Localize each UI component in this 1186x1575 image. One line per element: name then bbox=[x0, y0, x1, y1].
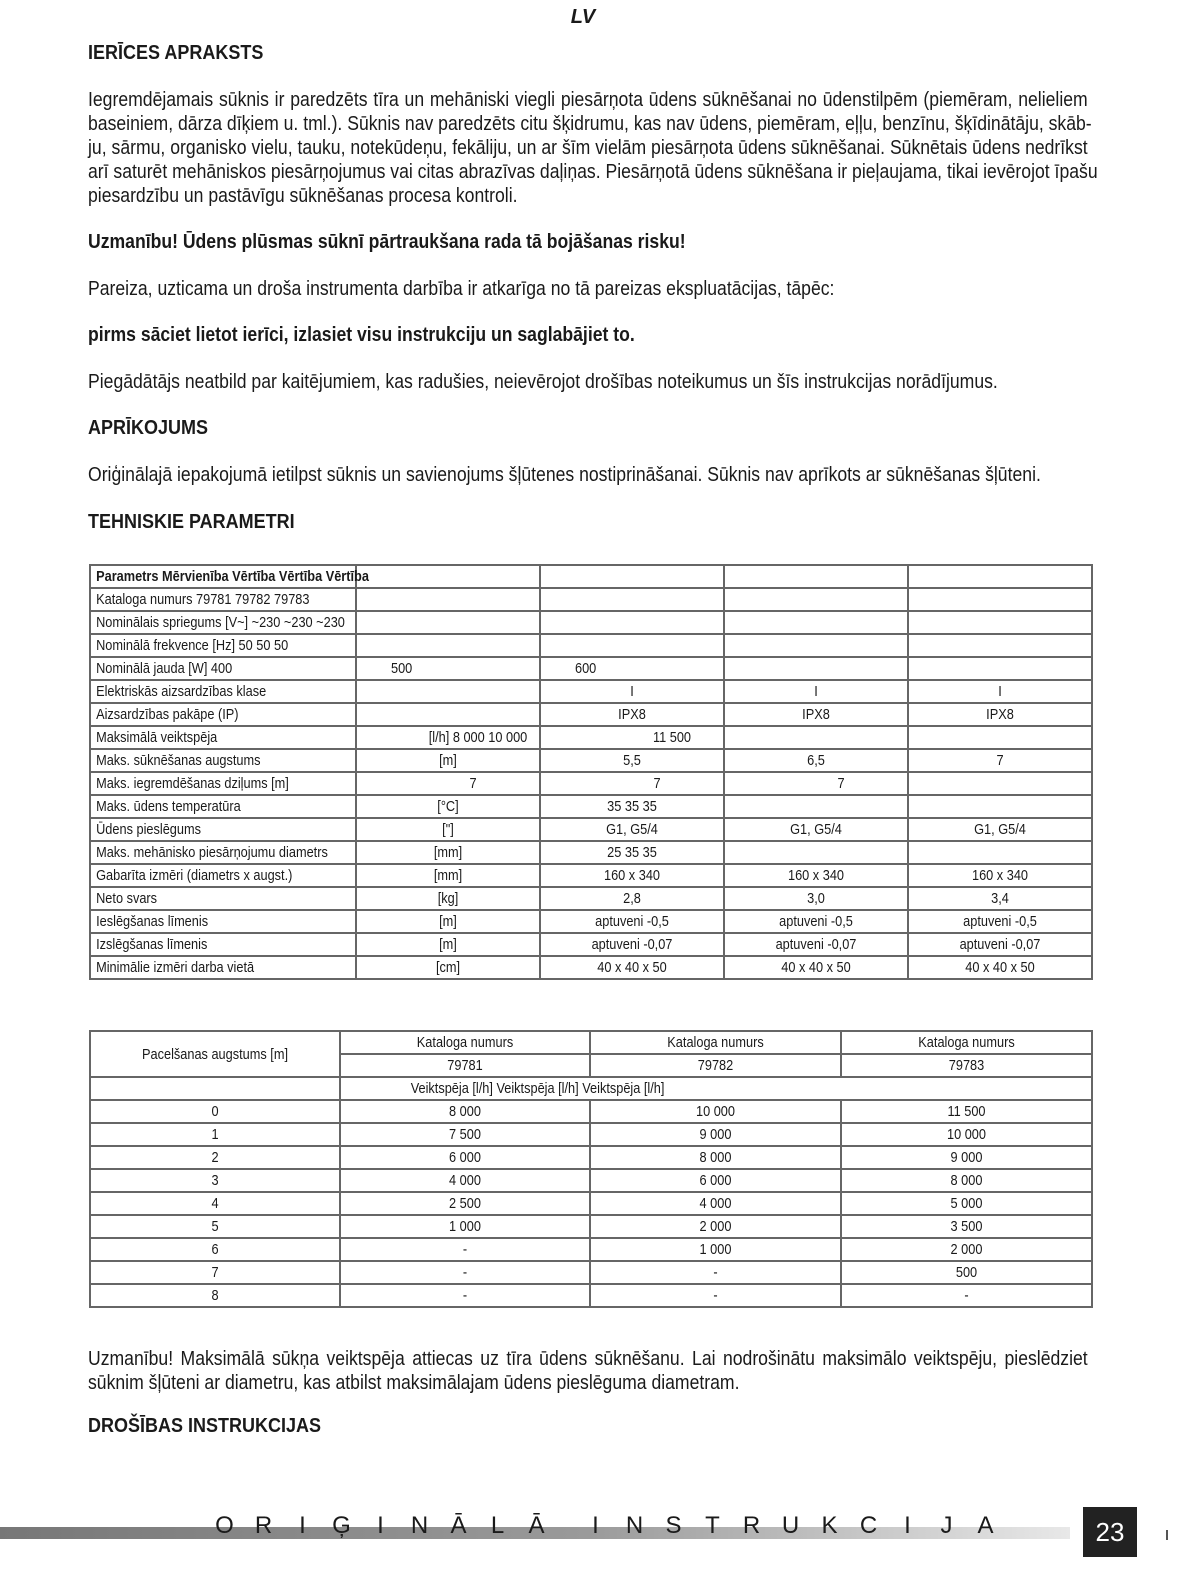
footer-letter: Ā bbox=[528, 1512, 545, 1539]
table-cell: 8 000 bbox=[841, 1169, 1092, 1192]
table-cell: 2 bbox=[90, 1146, 340, 1169]
table-row bbox=[90, 910, 1092, 933]
table-row bbox=[90, 818, 1092, 841]
table-cell: I bbox=[908, 680, 1092, 703]
table-cell: 500 bbox=[356, 657, 540, 680]
table-row bbox=[90, 1031, 1092, 1054]
table-cell: 500 bbox=[841, 1261, 1092, 1284]
table-cell: 0 bbox=[90, 1100, 340, 1123]
footer-letter: N bbox=[625, 1512, 644, 1539]
table-cell bbox=[724, 657, 908, 680]
footer-letter: I bbox=[904, 1512, 911, 1539]
table-cell: 40 x 40 x 50 bbox=[540, 956, 724, 979]
table-cell bbox=[540, 634, 724, 657]
table-cell: 5,5 bbox=[540, 749, 724, 772]
operation-text: Pareiza, uzticama un droša instrumenta darbība ir atkarīga no tā pareizas ekspluatācijas, tāpēc: bbox=[88, 278, 835, 300]
table-row bbox=[90, 1215, 1092, 1238]
table-cell: [mm] bbox=[356, 841, 540, 864]
table-row bbox=[90, 1238, 1092, 1261]
table-cell: 2 000 bbox=[841, 1238, 1092, 1261]
table-cell bbox=[356, 565, 540, 588]
table-cell: Nominālā jauda [W] 400 bbox=[90, 657, 356, 680]
table-row bbox=[90, 1146, 1092, 1169]
table-cell: - bbox=[841, 1284, 1092, 1307]
table-cell: I bbox=[540, 680, 724, 703]
footer-letter: U bbox=[781, 1512, 800, 1539]
table-cell bbox=[356, 634, 540, 657]
table-row bbox=[90, 1284, 1092, 1307]
description-line: Iegremdējamais sūknis ir paredzēts tīra un mehāniski viegli piesārņota ūdens sūknēšanai no ūdenstilpēm (piemēram, nelieliem bbox=[88, 89, 1088, 111]
table-row bbox=[90, 933, 1092, 956]
table-row bbox=[90, 657, 1092, 680]
footer-letter: R bbox=[254, 1512, 273, 1539]
table-cell: 7 bbox=[908, 749, 1092, 772]
table-cell bbox=[356, 611, 540, 634]
table-row bbox=[90, 1169, 1092, 1192]
table-cell bbox=[908, 611, 1092, 634]
equipment-text: Oriģinālajā iepakojumā ietilpst sūknis un savienojums šļūtenes nostiprināšanai. Sūknis nav aprīkots ar sūknēšanas šļūteni. bbox=[88, 464, 1041, 486]
footer-letter: N bbox=[410, 1512, 429, 1539]
table-cell: Kataloga numurs bbox=[340, 1031, 590, 1054]
footer-letter: L bbox=[490, 1512, 505, 1539]
table-cell: [m] bbox=[356, 933, 540, 956]
table-cell bbox=[908, 726, 1092, 749]
table-cell: - bbox=[340, 1238, 590, 1261]
language-code: LV bbox=[570, 6, 596, 28]
table-cell: Nominālā frekvence [Hz] 50 50 50 bbox=[90, 634, 356, 657]
table-cell: Ieslēgšanas līmenis bbox=[90, 910, 356, 933]
table-cell: 4 000 bbox=[340, 1169, 590, 1192]
table-cell: G1, G5/4 bbox=[724, 818, 908, 841]
footer-letter: S bbox=[665, 1512, 682, 1539]
table-cell bbox=[724, 565, 908, 588]
table-cell: 79781 bbox=[340, 1054, 590, 1077]
table-cell: Kataloga numurs bbox=[590, 1031, 841, 1054]
footer-letter: K bbox=[821, 1512, 838, 1539]
table-cell: Elektriskās aizsardzības klase bbox=[90, 680, 356, 703]
table-cell: - bbox=[340, 1284, 590, 1307]
table-cell: 8 000 bbox=[590, 1146, 841, 1169]
table-row bbox=[90, 864, 1092, 887]
description-line: arī saturēt mehāniskos piesārņojumus vai citas abrazīvas daļiņas. Piesārņotā ūdens sūknēšana ir pieļaujama, tikai ievērojot īpašu bbox=[88, 161, 1098, 183]
footer-letter: Ģ bbox=[332, 1512, 351, 1539]
table-cell: 5 000 bbox=[841, 1192, 1092, 1215]
table-cell: [cm] bbox=[356, 956, 540, 979]
table-cell: 7 500 bbox=[340, 1123, 590, 1146]
table-cell: Ūdens pieslēgums bbox=[90, 818, 356, 841]
table-row bbox=[90, 588, 1092, 611]
table-cell bbox=[90, 1077, 340, 1100]
table-row bbox=[90, 795, 1092, 818]
table-cell bbox=[908, 588, 1092, 611]
table-cell: 9 000 bbox=[841, 1146, 1092, 1169]
table-cell: IPX8 bbox=[908, 703, 1092, 726]
note-line: sūknim šļūteni ar diametru, kas atbilst maksimālajam ūdens pieslēguma diametram. bbox=[88, 1372, 740, 1394]
table-cell bbox=[540, 588, 724, 611]
table-cell: aptuveni -0,07 bbox=[908, 933, 1092, 956]
table-row bbox=[90, 772, 1092, 795]
table-row bbox=[90, 841, 1092, 864]
table-cell: 3,0 bbox=[724, 887, 908, 910]
table-cell: [mm] bbox=[356, 864, 540, 887]
note-paragraph bbox=[88, 1347, 1088, 1395]
table-row bbox=[90, 1261, 1092, 1284]
table-cell: Maks. ūdens temperatūra bbox=[90, 795, 356, 818]
footer-letter: T bbox=[705, 1512, 720, 1539]
table-cell: aptuveni -0,5 bbox=[724, 910, 908, 933]
table-cell: Minimālie izmēri darba vietā bbox=[90, 956, 356, 979]
table-cell: Parametrs Mērvienība Vērtība Vērtība Vērtība bbox=[90, 565, 356, 588]
description-paragraph bbox=[88, 88, 1098, 208]
warning-text: Uzmanību! Ūdens plūsmas sūknī pārtraukšana rada tā bojāšanas risku! bbox=[88, 231, 686, 253]
params-title: TEHNISKIE PARAMETRI bbox=[88, 511, 295, 533]
footer-letter: Ā bbox=[450, 1512, 467, 1539]
table-cell: aptuveni -0,5 bbox=[908, 910, 1092, 933]
description-line: piesardzību un pastāvīgu sūknēšanas procesa kontroli. bbox=[88, 185, 518, 207]
safety-title: DROŠĪBAS INSTRUKCIJAS bbox=[88, 1415, 322, 1437]
table-cell: aptuveni -0,07 bbox=[724, 933, 908, 956]
table-cell bbox=[356, 588, 540, 611]
table-cell: 1 000 bbox=[340, 1215, 590, 1238]
table-cell: [l/h] 8 000 10 000 bbox=[356, 726, 540, 749]
table-cell: Izslēgšanas līmenis bbox=[90, 933, 356, 956]
table-cell: Veiktspēja [l/h] Veiktspēja [l/h] Veiktspēja [l/h] bbox=[340, 1077, 1092, 1100]
table-cell: [m] bbox=[356, 910, 540, 933]
table-cell: 10 000 bbox=[841, 1123, 1092, 1146]
table-cell: Pacelšanas augstums [m] bbox=[90, 1031, 340, 1077]
table-row bbox=[90, 1100, 1092, 1123]
footer-letter: C bbox=[859, 1512, 878, 1539]
performance-table bbox=[89, 1030, 1093, 1308]
table-cell: 35 35 35 bbox=[540, 795, 724, 818]
table-cell: I bbox=[724, 680, 908, 703]
table-cell: 11 500 bbox=[540, 726, 724, 749]
footer-letter: R bbox=[742, 1512, 761, 1539]
table-cell: 1 bbox=[90, 1123, 340, 1146]
table-cell: 2 000 bbox=[590, 1215, 841, 1238]
table-cell: [kg] bbox=[356, 887, 540, 910]
table-cell: 7 bbox=[90, 1261, 340, 1284]
table-cell bbox=[724, 841, 908, 864]
table-cell bbox=[724, 634, 908, 657]
footer-letter: I bbox=[299, 1512, 306, 1539]
table-row bbox=[90, 726, 1092, 749]
table-cell: [°C] bbox=[356, 795, 540, 818]
table-cell: Maksimālā veiktspēja bbox=[90, 726, 356, 749]
table-cell bbox=[356, 703, 540, 726]
liability-text: Piegādātājs neatbild par kaitējumiem, kas radušies, neievērojot drošības noteikumus un šīs instrukcijas norādījumus. bbox=[88, 371, 998, 393]
table-cell: aptuveni -0,5 bbox=[540, 910, 724, 933]
table-cell bbox=[724, 726, 908, 749]
technical-parameters-table bbox=[89, 564, 1093, 980]
note-line: Uzmanību! Maksimālā sūkņa veiktspēja attiecas uz tīra ūdens sūknēšanu. Lai nodrošinātu maksimālo veiktspēju, pieslēdziet bbox=[88, 1348, 1088, 1370]
table-cell: 3 500 bbox=[841, 1215, 1092, 1238]
table-cell: 6 bbox=[90, 1238, 340, 1261]
table-cell: - bbox=[590, 1261, 841, 1284]
table-cell bbox=[724, 588, 908, 611]
table-row bbox=[90, 703, 1092, 726]
footer-letter: O bbox=[215, 1512, 234, 1539]
table-cell: 7 bbox=[724, 772, 908, 795]
table-cell: 11 500 bbox=[841, 1100, 1092, 1123]
read-instructions-text: pirms sāciet lietot ierīci, izlasiet visu instrukciju un saglabājiet to. bbox=[88, 324, 635, 346]
footer-letter: I bbox=[592, 1512, 599, 1539]
table-cell: 160 x 340 bbox=[908, 864, 1092, 887]
table-cell: 1 000 bbox=[590, 1238, 841, 1261]
table-cell bbox=[908, 841, 1092, 864]
table-cell: Kataloga numurs bbox=[841, 1031, 1092, 1054]
table-row bbox=[90, 611, 1092, 634]
footer-letter: I bbox=[377, 1512, 384, 1539]
table-cell: Maks. iegremdēšanas dziļums [m] bbox=[90, 772, 356, 795]
table-cell bbox=[908, 634, 1092, 657]
table-cell: Kataloga numurs 79781 79782 79783 bbox=[90, 588, 356, 611]
table-row bbox=[90, 565, 1092, 588]
table-cell: 9 000 bbox=[590, 1123, 841, 1146]
description-line: ju, sārmu, organisko vielu, tauku, notekūdeņu, fekāliju, un ar šīm vielām piesārņota ūdens sūknēšanai. Sūknētais ūdens nedrīkst bbox=[88, 137, 1088, 159]
table-cell: 600 bbox=[540, 657, 724, 680]
equipment-title: APRĪKOJUMS bbox=[88, 417, 209, 439]
table-cell: IPX8 bbox=[724, 703, 908, 726]
table-cell bbox=[540, 611, 724, 634]
footer-title bbox=[205, 1512, 1025, 1540]
page-number: 23 bbox=[1083, 1507, 1137, 1557]
table-cell: G1, G5/4 bbox=[540, 818, 724, 841]
description-title: IERĪCES APRAKSTS bbox=[88, 42, 264, 64]
table-cell bbox=[908, 772, 1092, 795]
footer-letter: J bbox=[940, 1512, 953, 1539]
table-cell: 5 bbox=[90, 1215, 340, 1238]
table-cell: 2,8 bbox=[540, 887, 724, 910]
table-cell: IPX8 bbox=[540, 703, 724, 726]
table-cell bbox=[908, 565, 1092, 588]
table-cell bbox=[908, 795, 1092, 818]
table-cell: 6 000 bbox=[340, 1146, 590, 1169]
table-cell: 4 bbox=[90, 1192, 340, 1215]
table-cell bbox=[724, 795, 908, 818]
table-cell: [m] bbox=[356, 749, 540, 772]
table-row bbox=[90, 956, 1092, 979]
table-cell bbox=[540, 565, 724, 588]
table-cell: 6,5 bbox=[724, 749, 908, 772]
table-cell: ["] bbox=[356, 818, 540, 841]
table-cell: 10 000 bbox=[590, 1100, 841, 1123]
table-cell: aptuveni -0,07 bbox=[540, 933, 724, 956]
table-cell: Aizsardzības pakāpe (IP) bbox=[90, 703, 356, 726]
table-row bbox=[90, 887, 1092, 910]
table-cell: 8 bbox=[90, 1284, 340, 1307]
table-cell bbox=[356, 680, 540, 703]
table-row bbox=[90, 749, 1092, 772]
edge-mark bbox=[1166, 1530, 1168, 1540]
table-cell: 160 x 340 bbox=[724, 864, 908, 887]
table-cell: 3,4 bbox=[908, 887, 1092, 910]
table-cell: 6 000 bbox=[590, 1169, 841, 1192]
table-cell: 79782 bbox=[590, 1054, 841, 1077]
footer-letter: A bbox=[977, 1512, 994, 1539]
table-row bbox=[90, 680, 1092, 703]
table-cell: 8 000 bbox=[340, 1100, 590, 1123]
table-cell: 40 x 40 x 50 bbox=[908, 956, 1092, 979]
table-cell: 2 500 bbox=[340, 1192, 590, 1215]
table-cell: Maks. mehānisko piesārņojumu diametrs bbox=[90, 841, 356, 864]
table-cell: Gabarīta izmēri (diametrs x augst.) bbox=[90, 864, 356, 887]
table-cell: 7 bbox=[540, 772, 724, 795]
table-cell bbox=[724, 611, 908, 634]
table-cell: - bbox=[340, 1261, 590, 1284]
table-cell: 40 x 40 x 50 bbox=[724, 956, 908, 979]
table-cell: 4 000 bbox=[590, 1192, 841, 1215]
table-cell: - bbox=[590, 1284, 841, 1307]
table-cell: Neto svars bbox=[90, 887, 356, 910]
table-cell bbox=[908, 657, 1092, 680]
table-cell: 7 bbox=[356, 772, 540, 795]
table-cell: Maks. sūknēšanas augstums bbox=[90, 749, 356, 772]
table-cell: 160 x 340 bbox=[540, 864, 724, 887]
table-cell: G1, G5/4 bbox=[908, 818, 1092, 841]
table-cell: 25 35 35 bbox=[540, 841, 724, 864]
table-row bbox=[90, 1077, 1092, 1100]
table-cell: 79783 bbox=[841, 1054, 1092, 1077]
table-row bbox=[90, 1192, 1092, 1215]
footer-letter bbox=[556, 1512, 576, 1540]
table-cell: Nominālais spriegums [V~] ~230 ~230 ~230 bbox=[90, 611, 356, 634]
table-row bbox=[90, 1123, 1092, 1146]
description-line: baseiniem, dārza dīķiem u. tml.). Sūknis nav paredzēts citu šķidrumu, kas nav ūdens, piemēram, eļļu, benzīnu, šķīdinātāju, skāb- bbox=[88, 113, 1092, 135]
table-cell: 3 bbox=[90, 1169, 340, 1192]
table-row bbox=[90, 634, 1092, 657]
